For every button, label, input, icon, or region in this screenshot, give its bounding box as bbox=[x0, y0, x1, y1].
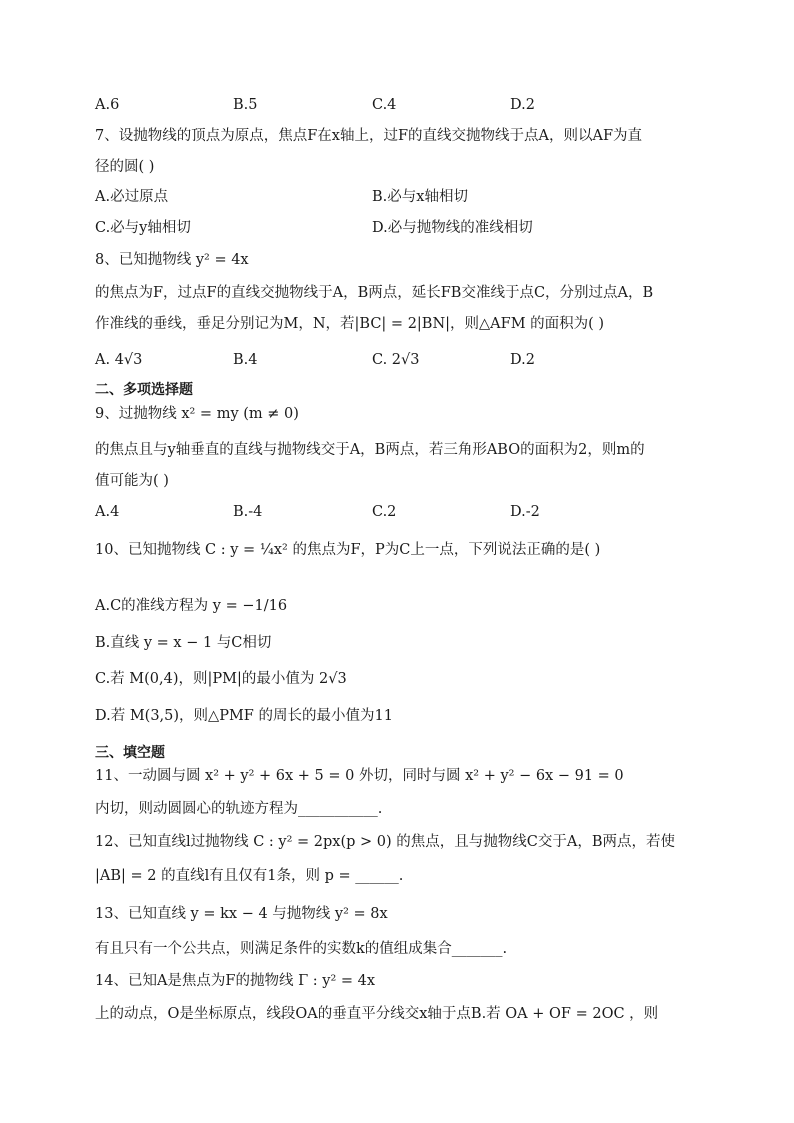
q7-option-d: D.必与抛物线的准线相切 bbox=[372, 220, 533, 236]
q7-option-a: A.必过原点 bbox=[95, 189, 169, 205]
q9-option-a: A.4 bbox=[95, 504, 120, 520]
q8-option-a: A. 4√3 bbox=[95, 352, 143, 368]
q7-option-c: C.必与y轴相切 bbox=[95, 220, 191, 236]
q13-line-2: 有且只有一个公共点，则满足条件的实数k的值组成集合_______. bbox=[95, 941, 508, 957]
q13-line-1: 13、已知直线 y = kx − 4 与抛物线 y² = 8x bbox=[95, 906, 388, 922]
q7-line-2: 径的圆( ) bbox=[95, 159, 155, 175]
q8-line-1: 8、已知抛物线 y² = 4x bbox=[95, 252, 249, 268]
q10-option-c: C.若 M(0,4)，则|PM|的最小值为 2√3 bbox=[95, 671, 347, 687]
q9-option-c: C.2 bbox=[372, 504, 397, 520]
q7-option-b: B.必与x轴相切 bbox=[372, 189, 468, 205]
q10-option-a: A.C的准线方程为 y = −1/16 bbox=[95, 598, 288, 614]
q6-option-c: C.4 bbox=[372, 97, 397, 113]
q7-line-1: 7、设抛物线的顶点为原点，焦点F在x轴上，过F的直线交抛物线于点A，则以AF为直 bbox=[95, 128, 643, 144]
q10-line-1: 10、已知抛物线 C : y = ¼x² 的焦点为F，P为C上一点，下列说法正确的是( ) bbox=[95, 542, 601, 558]
q6-option-b: B.5 bbox=[233, 97, 258, 113]
q11-line-2: 内切，则动圆圆心的轨迹方程为___________. bbox=[95, 801, 383, 817]
q14-line-2: 上的动点，O是坐标原点，线段OA的垂直平分线交x轴于点B.若 OA + OF = 2OC ，则 bbox=[95, 1006, 659, 1022]
section-heading-fill-in: 三、填空题 bbox=[95, 745, 165, 761]
q8-option-d: D.2 bbox=[510, 352, 535, 368]
q9-line-1: 9、过抛物线 x² = my (m ≠ 0) bbox=[95, 406, 299, 422]
q11-line-1: 11、一动圆与圆 x² + y² + 6x + 5 = 0 外切，同时与圆 x² + y² − 6x − 91 = 0 bbox=[95, 768, 624, 784]
q6-option-d: D.2 bbox=[510, 97, 535, 113]
section-heading-multiple-choice: 二、多项选择题 bbox=[95, 382, 193, 398]
q6-option-a: A.6 bbox=[95, 97, 120, 113]
q9-line-3: 值可能为( ) bbox=[95, 473, 169, 489]
q8-line-2: 的焦点为F，过点F的直线交抛物线于A，B两点，延长FB交准线于点C，分别过点A，B bbox=[95, 285, 654, 301]
q10-option-d: D.若 M(3,5)，则△PMF 的周长的最小值为11 bbox=[95, 708, 393, 724]
q12-line-2: |AB| = 2 的直线l有且仅有1条，则 p = ______. bbox=[95, 868, 404, 884]
q8-line-3: 作准线的垂线，垂足分别记为M，N，若|BC| = 2|BN|，则△AFM 的面积为( ) bbox=[95, 316, 605, 332]
q14-line-1: 14、已知A是焦点为F的抛物线 Γ : y² = 4x bbox=[95, 973, 376, 989]
q10-option-b: B.直线 y = x − 1 与C相切 bbox=[95, 635, 272, 651]
q9-line-2: 的焦点且与y轴垂直的直线与抛物线交于A，B两点，若三角形ABO的面积为2，则m的 bbox=[95, 442, 645, 458]
q9-option-d: D.-2 bbox=[510, 504, 540, 520]
q12-line-1: 12、已知直线l过抛物线 C : y² = 2px(p > 0) 的焦点，且与抛物线C交于A，B两点，若使 bbox=[95, 834, 675, 850]
q8-option-c: C. 2√3 bbox=[372, 352, 420, 368]
q8-option-b: B.4 bbox=[233, 352, 258, 368]
q9-option-b: B.-4 bbox=[233, 504, 263, 520]
